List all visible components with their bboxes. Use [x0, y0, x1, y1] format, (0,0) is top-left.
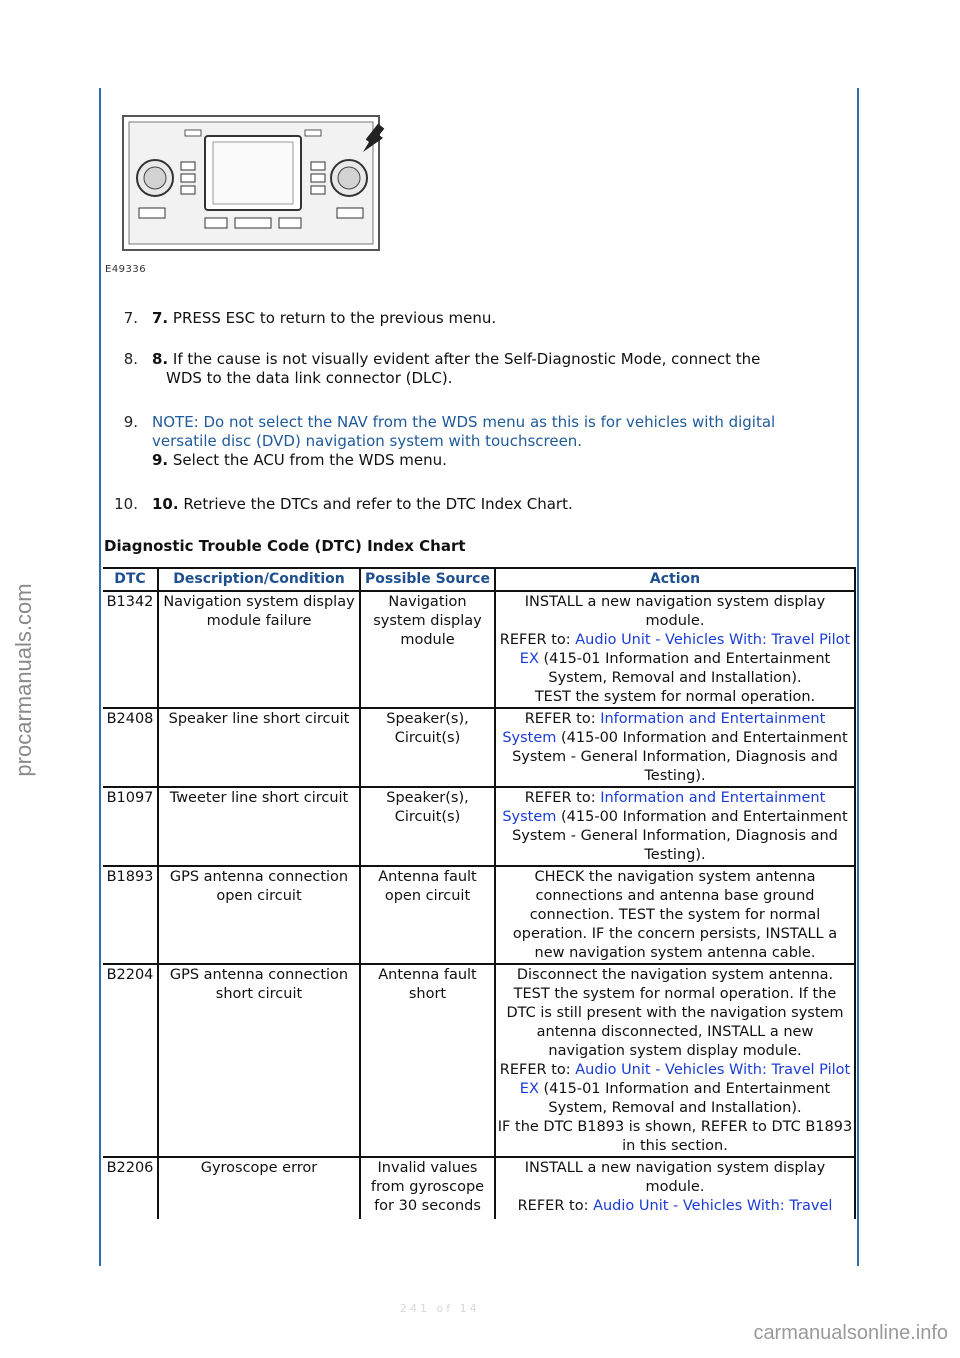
- action-line: IF the DTC B1893 is shown, REFER to DTC B1893 in this section.: [497, 1119, 853, 1154]
- possible-source: Invalid values from gyroscope for 30 seconds: [360, 1157, 495, 1219]
- step-10: 10. 10. Retrieve the DTCs and refer to the DTC Index Chart.: [114, 495, 573, 513]
- reference-link[interactable]: Information and Entertainment System: [502, 711, 826, 746]
- table-row: [103, 708, 855, 787]
- reference-link[interactable]: Audio Unit - Vehicles With: Travel: [593, 1198, 833, 1214]
- action-line: INSTALL a new navigation system display module.: [524, 594, 826, 629]
- table-row: [103, 866, 855, 964]
- dtc-description: Navigation system display module failure: [158, 591, 360, 708]
- bottom-watermark: carmanualsonline.info: [753, 1322, 948, 1344]
- header-dtc: DTC: [103, 568, 158, 591]
- dtc-code: B2204: [103, 964, 158, 1157]
- dtc-code: B1893: [103, 866, 158, 964]
- action-line: INSTALL a new navigation system display module.: [524, 1160, 826, 1195]
- action-line: REFER to: Information and Entertainment System (415-00 Information and Entertainment System - General Information, Diagnosis and Testing).: [502, 711, 848, 784]
- dtc-code: B1342: [103, 591, 158, 708]
- possible-source: Antenna fault short: [360, 964, 495, 1157]
- header-source: Possible Source: [360, 568, 495, 591]
- possible-source: Speaker(s), Circuit(s): [360, 787, 495, 866]
- action-cell: [495, 1157, 855, 1219]
- possible-source: Antenna fault open circuit: [360, 866, 495, 964]
- right-margin-rule: [857, 88, 859, 1266]
- dtc-code: B2206: [106, 1160, 154, 1176]
- dtc-description: GPS antenna connection open circuit: [158, 866, 360, 964]
- side-watermark: procarmanuals.com: [11, 583, 36, 777]
- audio-unit-illustration: [105, 110, 395, 282]
- dtc-code: B2408: [103, 708, 158, 787]
- figure-code: E49336: [105, 264, 147, 275]
- action-cell: [495, 708, 855, 787]
- reference-link[interactable]: Audio Unit - Vehicles With: Travel Pilot EX: [519, 1062, 851, 1097]
- action-line: REFER to: Audio Unit - Vehicles With: Travel Pilot EX (415-01 Information and Entertainment System, Removal and Installation).: [499, 632, 851, 686]
- action-cell: [495, 964, 855, 1157]
- action-line: Disconnect the navigation system antenna. TEST the system for normal operation. If the DTC is still present with the navigation system antenna disconnected, INSTALL a new navigation system display module.: [506, 967, 844, 1059]
- possible-source: Navigation system display module: [360, 591, 495, 708]
- action-line: REFER to: Information and Entertainment System (415-00 Information and Entertainment System - General Information, Diagnosis and Testing).: [502, 790, 848, 863]
- table-row: [103, 591, 855, 708]
- possible-source: Speaker(s), Circuit(s): [360, 708, 495, 787]
- reference-link[interactable]: Information and Entertainment System: [502, 790, 826, 825]
- dtc-description: Tweeter line short circuit: [158, 787, 360, 866]
- left-margin-rule: [99, 88, 101, 1266]
- action-cell: [495, 591, 855, 708]
- dtc-description: Gyroscope error: [158, 1157, 360, 1219]
- dtc-index-table: [103, 567, 856, 1219]
- note-text: NOTE: Do not select the NAV from the WDS menu as this is for vehicles with digital versatile disc (DVD) navigation system with touchscreen.: [152, 413, 776, 450]
- step-9: 9. NOTE: Do not select the NAV from the WDS menu as this is for vehicles with digital versatile disc (DVD) navigation system with touchscreen. 9. Select the ACU from the WDS menu.: [123, 413, 776, 469]
- dtc-description: Speaker line short circuit: [158, 708, 360, 787]
- page-number: 241 of 14: [400, 1302, 480, 1315]
- action-line: REFER to: Audio Unit - Vehicles With: Travel Pilot EX (415-01 Information and Entertainment System, Removal and Installation).: [499, 1062, 851, 1116]
- action-cell: [495, 787, 855, 866]
- action-line: REFER to: Audio Unit - Vehicles With: Travel: [517, 1198, 833, 1214]
- dtc-description: GPS antenna connection short circuit: [158, 964, 360, 1157]
- dtc-code: B1097: [103, 787, 158, 866]
- step-8: 8. 8. If the cause is not visually evident after the Self-Diagnostic Mode, connect the WDS to the data link connector (DLC).: [123, 350, 761, 387]
- action-line: CHECK the navigation system antenna connections and antenna base ground connection. TEST the system for normal operation. IF the concern persists, INSTALL a new navigation system antenna cable.: [512, 869, 838, 961]
- header-action: Action: [495, 568, 855, 591]
- action-cell: [495, 866, 855, 964]
- step-7: 7. 7. PRESS ESC to return to the previous menu.: [123, 309, 497, 327]
- table-header-row: [103, 568, 855, 591]
- table-row: [103, 787, 855, 866]
- table-row: [103, 1157, 855, 1219]
- header-description: Description/Condition: [158, 568, 360, 591]
- action-line: TEST the system for normal operation.: [534, 689, 816, 705]
- reference-link[interactable]: Audio Unit - Vehicles With: Travel Pilot EX: [519, 632, 851, 667]
- section-heading: Diagnostic Trouble Code (DTC) Index Chart: [104, 537, 466, 555]
- table-row: [103, 964, 855, 1157]
